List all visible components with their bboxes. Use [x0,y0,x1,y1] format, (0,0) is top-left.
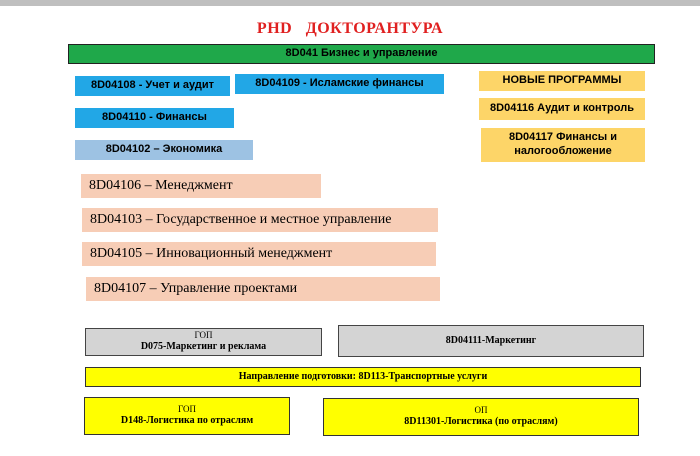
program-project-management: 8D04107 – Управление проектами [86,277,440,301]
program-innovation-management: 8D04105 – Инновационный менеджмент [82,242,436,266]
transport-direction-bar: Направление подготовки: 8D113-Транспортные услуги [85,367,641,387]
op-logistics-name: 8D11301-Логистика (по отраслям) [404,416,558,428]
program-islamic-finance: 8D04109 - Исламские финансы [235,74,444,94]
program-finance-taxation-line2: налогообложение [514,145,612,157]
gop-marketing-name: D075-Маркетинг и реклама [140,341,267,353]
program-finance-taxation-line1: 8D04117 Финансы и [509,131,617,144]
program-accounting-audit: 8D04108 - Учет и аудит [75,76,230,96]
gop-marketing-label: ГОП [194,330,213,341]
op-logistics-label: ОП [474,405,488,416]
gop-logistics [84,397,290,435]
program-management: 8D04106 – Менеджмент [81,174,321,198]
main-program-bar: 8D041 Бизнес и управление [68,44,655,64]
gop-logistics-label: ГОП [178,404,196,415]
program-public-administration: 8D04103 – Государственное и местное управление [82,208,438,232]
program-marketing: 8D04111-Маркетинг [338,325,644,357]
page-title: PHD ДОКТОРАНТУРА [256,20,444,37]
top-border [0,0,700,6]
program-finance: 8D04110 - Финансы [75,108,234,128]
op-logistics [323,398,639,436]
gop-logistics-name: D148-Логистика по отраслям [120,415,254,427]
gop-marketing [85,328,322,356]
program-audit-control: 8D04116 Аудит и контроль [479,98,645,120]
program-economics: 8D04102 – Экономика [75,140,253,160]
new-programs-header: НОВЫЕ ПРОГРАММЫ [479,71,645,91]
program-finance-taxation [481,128,645,162]
